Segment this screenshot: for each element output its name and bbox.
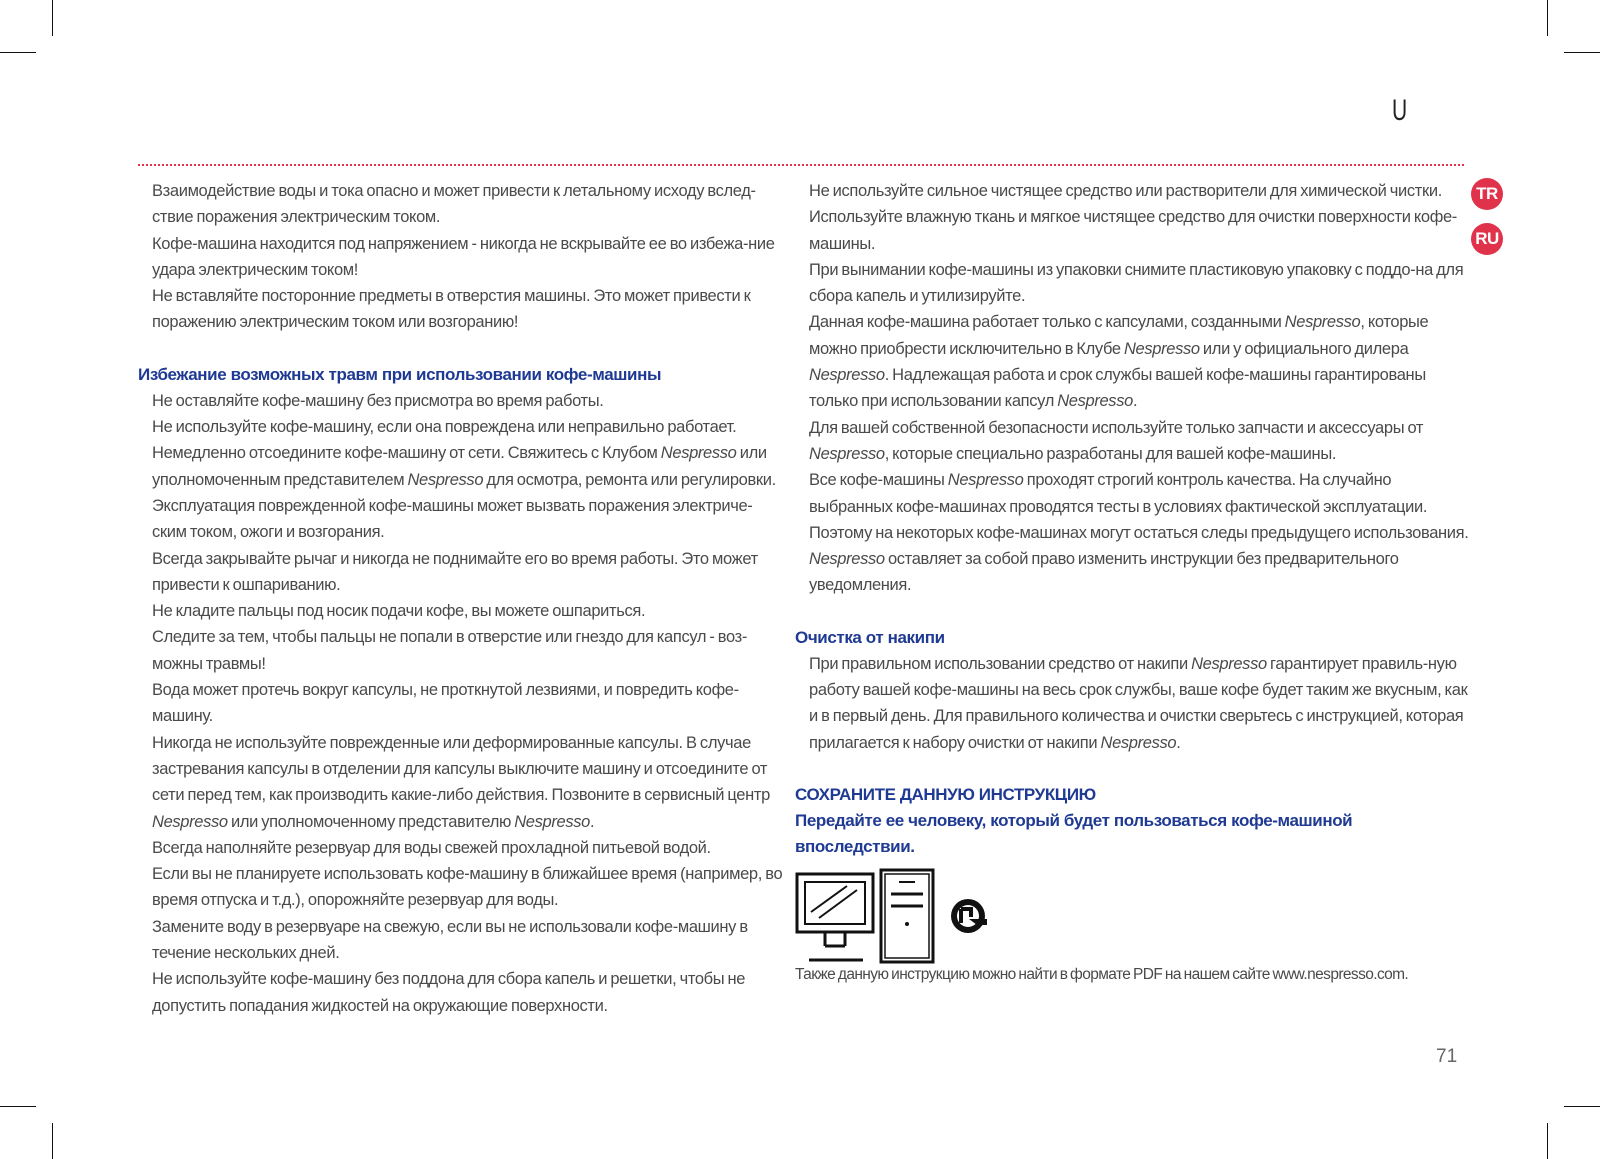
section-heading-descaling: Очистка от накипи bbox=[795, 627, 945, 647]
general-list bbox=[809, 178, 1474, 599]
pdf-availability-note: Также данную инструкцию можно найти в формате PDF на нашем сайте www.nespresso.com. bbox=[795, 965, 1409, 983]
page-number: 71 bbox=[1436, 1046, 1458, 1067]
language-badge-tr: TR bbox=[1471, 178, 1503, 210]
list-item: Всегда наполняйте резервуар для воды свежей прохладной питьевой водой. bbox=[152, 838, 711, 857]
descaling-paragraph: При правильном использовании средство от накипи Nespresso гарантирует правиль-ную работу вашей кофе-машины на весь срок службы, ваше кофе будет таким же вкусным, как и в первый день. Для правильного количества и очистки сверьтесь с инструкцией, которая прилагается к набору очистки от накипи Nespresso. bbox=[809, 654, 1468, 752]
language-badge-ru: RU bbox=[1471, 223, 1503, 255]
crop-mark bbox=[1547, 0, 1548, 36]
crop-mark bbox=[0, 52, 36, 53]
list-item: Следите за тем, чтобы пальцы не попали в отверстие или гнездо для капсул - воз-можны травмы! bbox=[152, 628, 748, 673]
dotted-divider bbox=[138, 164, 1464, 166]
list-item: Всегда закрывайте рычаг и никогда не поднимайте его во время работы. Это может привести к ошпариванию. bbox=[152, 549, 758, 594]
save-instructions-heading: СОХРАНИТЕ ДАННУЮ ИНСТРУКЦИЮ bbox=[795, 784, 1096, 804]
left-column bbox=[138, 178, 786, 1019]
list-item: Данная кофе-машина работает только с капсулами, созданными Nespresso, которые можно приобрести исключительно в Клубе Nespresso или у официального дилера Nespresso. Надлежащая работа и срок службы вашей кофе-машины гарантированы только при использовании капсул Nespresso. bbox=[809, 313, 1429, 411]
icons-row bbox=[795, 868, 1474, 964]
list-item: Все кофе-машины Nespresso проходят строгий контроль качества. На случайно выбранных кофе-машинах проводятся тесты в условиях фактической эксплуатации. Поэтому на некоторых кофе-машинах могут остаться следы предыдущего использования. bbox=[809, 471, 1469, 542]
list-item: Эксплуатация поврежденной кофе-машины может вызвать поражения электриче-ским током, ожоги и возгорания. bbox=[152, 496, 753, 542]
header-mark: U bbox=[1392, 94, 1408, 127]
save-instructions-subheading: Передайте ее человеку, который будет пользоваться кофе-машиной впоследствии. bbox=[795, 810, 1353, 856]
list-item: Вода может протечь вокруг капсулы, не проткнутой лезвиями, и повредить кофе-машину. bbox=[152, 681, 739, 726]
list-item: Не используйте кофе-машину, если она повреждена или неправильно работает. bbox=[152, 418, 737, 437]
computer-icon bbox=[795, 868, 935, 964]
section-heading-injury: Избежание возможных травм при использовании кофе-машины bbox=[138, 364, 662, 384]
list-item: Немедленно отсоедините кофе-машину от сети. Свяжитесь с Клубом Nespresso или уполномоченным представителем Nespresso для осмотра, ремонта или регулировки. bbox=[152, 444, 776, 489]
list-item: При вынимании кофе-машины из упаковки снимите пластиковую упаковку с поддо-на для сбора капель и утилизируйте. bbox=[809, 260, 1464, 306]
list-item: Не оставляйте кофе-машину без присмотра во время работы. bbox=[152, 391, 604, 410]
list-item: Не используйте сильное чистящее средство или растворители для химической чистки. Используйте влажную ткань и мягкое чистящее средство для очистки поверхности кофе-машины. bbox=[809, 182, 1457, 253]
right-column bbox=[795, 178, 1474, 984]
paragraph: Не вставляйте посторонние предметы в отверстия машины. Это может привести к поражению электрическим током или возгоранию! bbox=[152, 287, 751, 332]
crop-mark bbox=[1564, 1106, 1600, 1107]
list-item: Nespresso оставляет за собой право изменить инструкции без предварительного уведомления. bbox=[809, 550, 1399, 595]
injury-list bbox=[138, 388, 786, 1019]
crop-mark bbox=[52, 1123, 53, 1159]
list-item: Не используйте кофе-машину без поддона для сбора капель и решетки, чтобы не допустить попадания жидкостей на окружающие поверхности. bbox=[152, 970, 746, 1015]
crop-mark bbox=[1547, 1123, 1548, 1159]
intro-warnings bbox=[138, 178, 786, 336]
list-item: Если вы не планируете использовать кофе-машину в ближайшее время (например, во время отпуска и т.д.), опорожняйте резервуар для воды. bbox=[152, 865, 783, 910]
list-item: Не кладите пальцы под носик подачи кофе, вы можете ошпариться. bbox=[152, 602, 646, 621]
crop-mark bbox=[52, 0, 53, 36]
list-item: Для вашей собственной безопасности используйте только запчасти и аксессуары от Nespresso, которые специально разработаны для вашей кофе-машины. bbox=[809, 418, 1424, 463]
crop-mark bbox=[0, 1106, 36, 1107]
crop-mark bbox=[1564, 52, 1600, 53]
list-item: Замените воду в резервуаре на свежую, если вы не использовали кофе-машину в течение нескольких дней. bbox=[152, 917, 748, 963]
list-item: Никогда не используйте поврежденные или деформированные капсулы. В случае застревания капсулы в отделении для капсулы выключите машину и отсоедините от сети перед тем, как производить какие-либо действия. Позвоните в сервисный центр Nespresso или уполномоченному представителю Nespresso. bbox=[152, 733, 770, 831]
paragraph: Кофе-машина находится под напряжением - никогда не вскрывайте ее во избежа-ние удара электрическим током! bbox=[152, 234, 775, 279]
paragraph: Взаимодействие воды и тока опасно и может привести к летальному исходу вслед-ствие поражения электрическим током. bbox=[152, 182, 756, 227]
gost-certification-icon bbox=[947, 895, 989, 937]
